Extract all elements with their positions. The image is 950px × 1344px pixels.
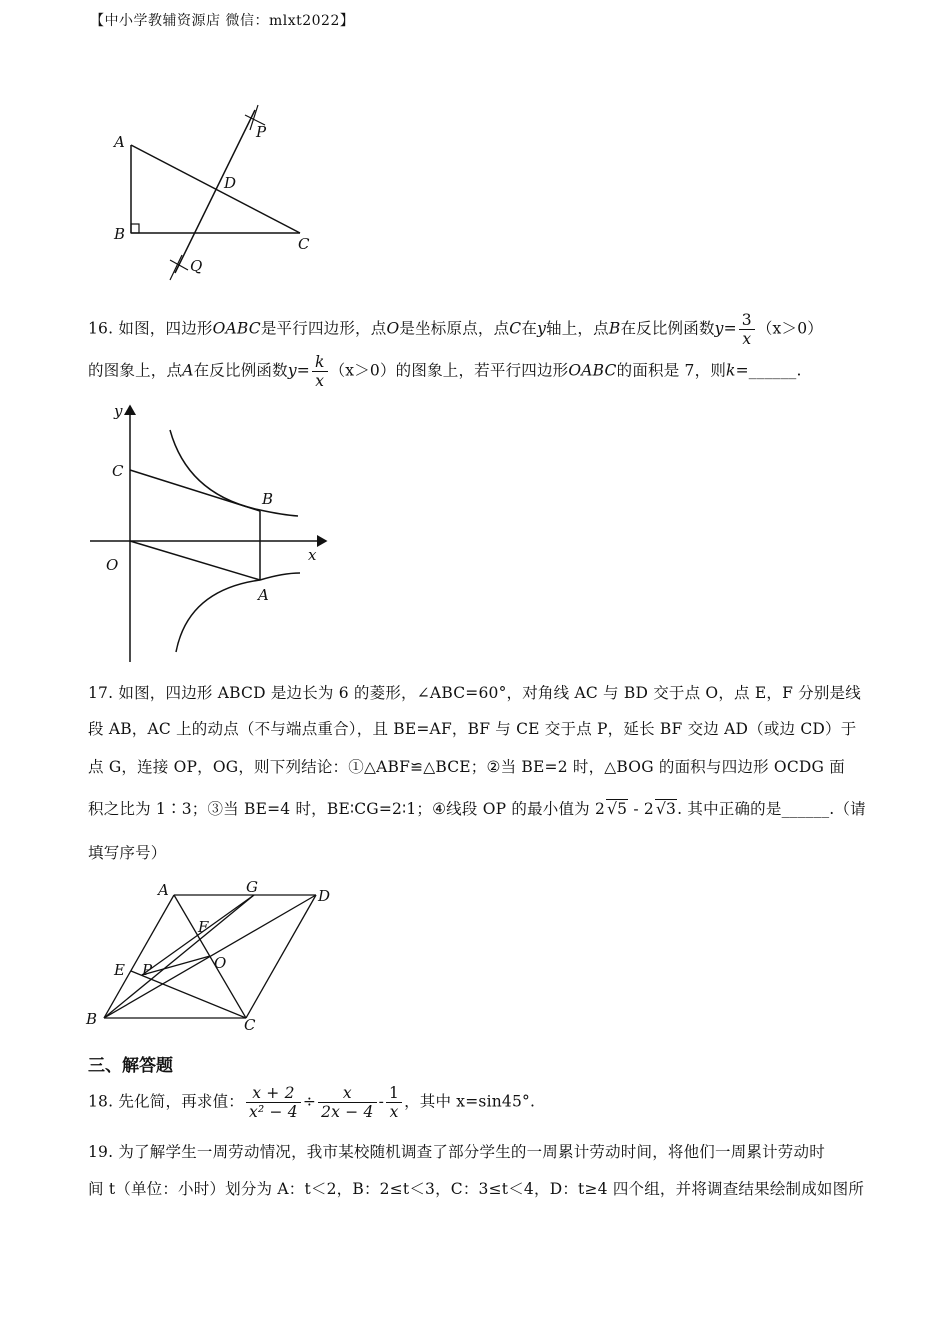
- fraction-3-over-x: $\frac{3}{x}$: [739, 311, 755, 348]
- section-heading: 三、解答题: [88, 1056, 173, 1076]
- coordinate-figure: [88, 400, 338, 668]
- q18-line: 18. 先化简，再求值： $\frac{x + 2}{\text{x² − 4}}$ ÷ $\frac{x}{2x - 4}$ - $\frac{1}{x}$ ，其中 x=sin45°.: [88, 1084, 536, 1121]
- rhombus-figure: [84, 876, 344, 1036]
- label-P: P: [142, 961, 153, 979]
- label-Q: Q: [190, 257, 203, 275]
- q19-line1: 19. 为了解学生一周劳动情况，我市某校随机调查了部分学生的一周累计劳动时间，将他们一周累计劳动时: [88, 1143, 825, 1161]
- q19-line2: 间 t（单位：小时）划分为 A：t＜2，B：2≤t＜3，C：3≤t＜4，D：t≥4 四个组，并将调查结果绘制成如图所: [88, 1180, 865, 1198]
- q16-line1: 16. 如图，四边形OABC是平行四边形，点O是坐标原点，点C在y轴上，点B在反比例函数y= $\frac{3}{x}$ （x＞0）: [88, 311, 823, 348]
- label-C: C: [112, 462, 124, 480]
- label-G: G: [246, 878, 258, 896]
- label-C: C: [298, 235, 310, 253]
- sqrt-3: √3: [655, 800, 677, 818]
- label-D: D: [318, 887, 331, 905]
- q17-line4: 积之比为 1∶3；③当 BE=4 时，BE∶CG=2∶1；④线段 OP 的最小值为 2 √5 - 2 √3. 其中正确的是______.（请: [88, 800, 866, 818]
- label-B: B: [262, 490, 274, 508]
- triangle-figure: [100, 95, 340, 285]
- label-A: A: [258, 586, 269, 604]
- q17-line1: 17. 如图，四边形 ABCD 是边长为 6 的菱形，∠ABC=60°，对角线 AC 与 BD 交于点 O，点 E，F 分别是线: [88, 684, 861, 702]
- sqrt-5: √5: [607, 800, 628, 818]
- label-E: E: [114, 961, 125, 979]
- label-y: y: [114, 402, 123, 420]
- label-O: O: [106, 556, 119, 574]
- label-C: C: [244, 1016, 256, 1034]
- fraction-2: $\frac{x}{2x - 4}$: [318, 1084, 377, 1121]
- q17-line2: 段 AB，AC 上的动点（不与端点重合），且 BE=AF，BF 与 CE 交于点 P，延长 BF 交边 AD（或边 CD）于: [88, 720, 857, 738]
- label-A: A: [114, 133, 125, 151]
- label-D: D: [224, 174, 237, 192]
- label-A: A: [158, 881, 169, 899]
- fraction-3: $\frac{1}{x}$: [386, 1084, 402, 1121]
- label-x: x: [308, 546, 317, 564]
- label-O: O: [214, 954, 227, 972]
- q17-line3: 点 G，连接 OP，OG，则下列结论：①△ABF≌△BCE；②当 BE=2 时，△BOG 的面积与四边形 OCDG 面: [88, 758, 845, 776]
- label-F: F: [198, 918, 209, 936]
- fraction-k-over-x: $\frac{k}{x}$: [312, 353, 328, 390]
- q16-line2: 的图象上，点A在反比例函数y= $\frac{k}{x}$ （x＞0）的图象上，若平行四边形OABC的面积是 7，则k=______.: [88, 353, 802, 390]
- label-B: B: [114, 225, 126, 243]
- q17-line5: 填写序号）: [88, 844, 167, 862]
- fraction-1: $\frac{x + 2}{\text{x² − 4}}$: [246, 1084, 301, 1121]
- label-P: P: [256, 123, 267, 141]
- page-header: 【中小学教辅资源店 微信：mlxt2022】: [90, 13, 355, 29]
- label-B: B: [86, 1010, 98, 1028]
